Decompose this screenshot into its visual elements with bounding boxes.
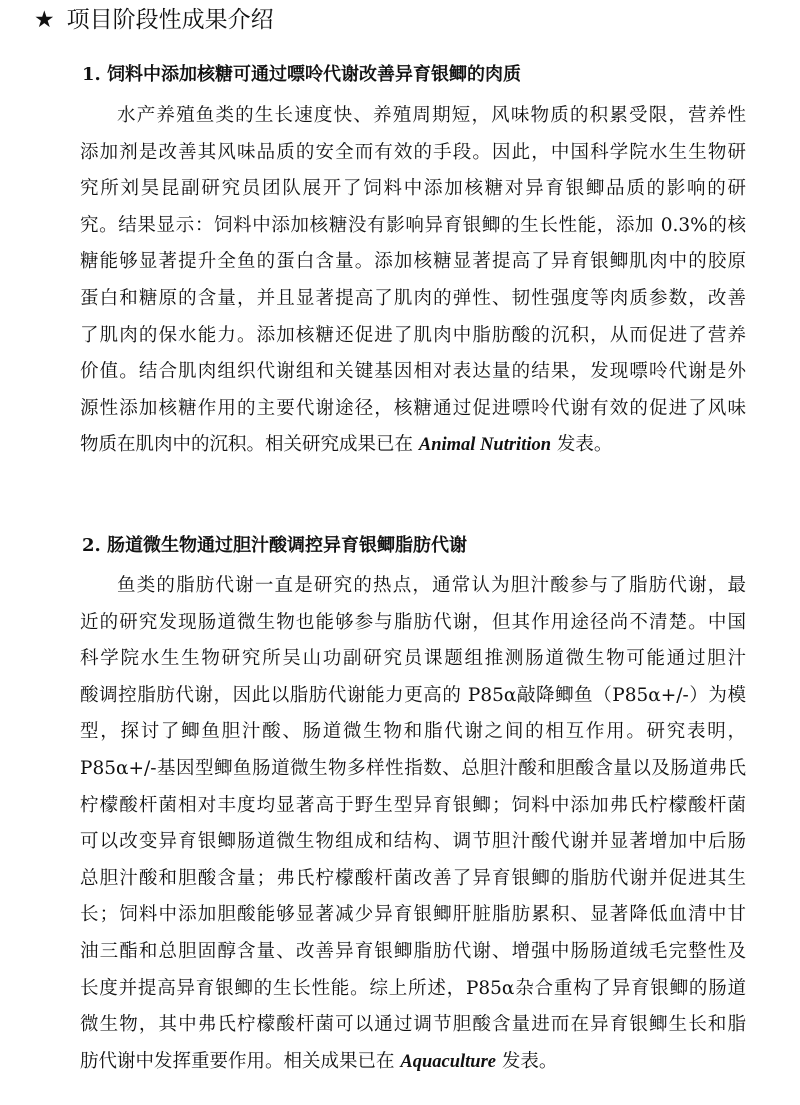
paragraph-line: 长度并提高异育银鲫的生长性能。综上所述，P85α杂合重构了异育银鲫的肠道 bbox=[80, 977, 746, 999]
paragraph-line: 可以改变异育银鲫肠道微生物组成和结构、调节胆汁酸代谢并显著增加中后肠 bbox=[80, 831, 746, 853]
paragraph-line: 总胆汁酸和胆酸含量；弗氏柠檬酸杆菌改善了异育银鲫的脂肪代谢并促进其生 bbox=[80, 867, 746, 889]
paragraph-line: 微生物，其中弗氏柠檬酸杆菌可以通过调节胆酸含量进而在异育银鲫生长和脂 bbox=[80, 1014, 746, 1036]
paragraph-line: 油三酯和总胆固醇含量、改善异育银鲫脂肪代谢、增强中肠肠道绒毛完整性及 bbox=[80, 940, 746, 962]
paragraph-line: 究。结果显示：饲料中添加核糖没有影响异育银鲫的生长性能，添加 0.3%的核 bbox=[80, 214, 746, 236]
citation-prefix: 物质在肌肉中的沉积。相关研究成果已在 bbox=[80, 434, 419, 456]
section-2-paragraph bbox=[80, 568, 746, 1080]
paragraph-line: 蛋白和糖原的含量，并且显著提高了肌肉的弹性、韧性强度等肉质参数，改善 bbox=[80, 287, 746, 309]
star-icon: ★ bbox=[34, 7, 55, 33]
citation-prefix: 肪代谢中发挥重要作用。相关成果已在 bbox=[80, 1050, 401, 1072]
paragraph-line: P85α+/-基因型鲫鱼肠道微生物多样性指数、总胆汁酸和胆酸含量以及肠道弗氏 bbox=[80, 757, 746, 779]
paragraph-line: 型，探讨了鲫鱼胆汁酸、肠道微生物和脂代谢之间的相互作用。研究表明， bbox=[80, 721, 746, 743]
paragraph-line: 价值。结合肌肉组织代谢组和关键基因相对表达量的结果，发现嘌呤代谢是外 bbox=[80, 361, 746, 383]
section-2-title: 2. 肠道微生物通过胆汁酸调控异育银鲫脂肪代谢 bbox=[82, 535, 468, 556]
paragraph-last-line bbox=[80, 1044, 746, 1081]
paragraph-line: 糖能够显著提升全鱼的蛋白含量。添加核糖显著提高了异育银鲫肌肉中的胶原 bbox=[80, 251, 746, 273]
paragraph-line: 鱼类的脂肪代谢一直是研究的热点，通常认为胆汁酸参与了脂肪代谢，最 bbox=[117, 575, 746, 596]
page-title: 项目阶段性成果介绍 bbox=[66, 7, 274, 33]
paragraph-line: 近的研究发现肠道微生物也能够参与脂肪代谢，但其作用途径尚不清楚。中国 bbox=[80, 611, 746, 633]
page-heading bbox=[34, 4, 274, 36]
section-1-title: 1. 饲料中添加核糖可通过嘌呤代谢改善异育银鲫的肉质 bbox=[82, 64, 522, 85]
section-1-paragraph bbox=[80, 98, 746, 464]
journal-name: Aquaculture bbox=[400, 1051, 496, 1072]
journal-name: Animal Nutrition bbox=[418, 435, 552, 456]
paragraph-line: 源性添加核糖作用的主要代谢途径，核糖通过促进嘌呤代谢有效的促进了风味 bbox=[80, 397, 746, 419]
paragraph-last-line bbox=[80, 427, 746, 464]
paragraph-line: 酸调控脂肪代谢，因此以脂肪代谢能力更高的 P85α敲降鲫鱼（P85α+/-）为模 bbox=[80, 684, 746, 706]
paragraph-line: 长；饲料中添加胆酸能够显著减少异育银鲫肝脏脂肪累积、显著降低血清中甘 bbox=[80, 904, 746, 926]
paragraph-line: 了肌肉的保水能力。添加核糖还促进了肌肉中脂肪酸的沉积，从而促进了营养 bbox=[80, 324, 746, 346]
paragraph-line: 添加剂是改善其风味品质的安全而有效的手段。因此，中国科学院水生生物研 bbox=[80, 141, 746, 163]
citation-suffix: 发表。 bbox=[496, 1050, 558, 1072]
paragraph-line: 柠檬酸杆菌相对丰度均显著高于野生型异育银鲫；饲料中添加弗氏柠檬酸杆菌 bbox=[80, 794, 746, 816]
paragraph-line: 科学院水生生物研究所吴山功副研究员课题组推测肠道微生物可能通过胆汁 bbox=[80, 648, 746, 670]
paragraph-line: 究所刘昊昆副研究员团队展开了饲料中添加核糖对异育银鲫品质的影响的研 bbox=[80, 178, 746, 200]
paragraph-line: 水产养殖鱼类的生长速度快、养殖周期短，风味物质的积累受限，营养性 bbox=[117, 105, 746, 126]
citation-suffix: 发表。 bbox=[551, 434, 613, 456]
